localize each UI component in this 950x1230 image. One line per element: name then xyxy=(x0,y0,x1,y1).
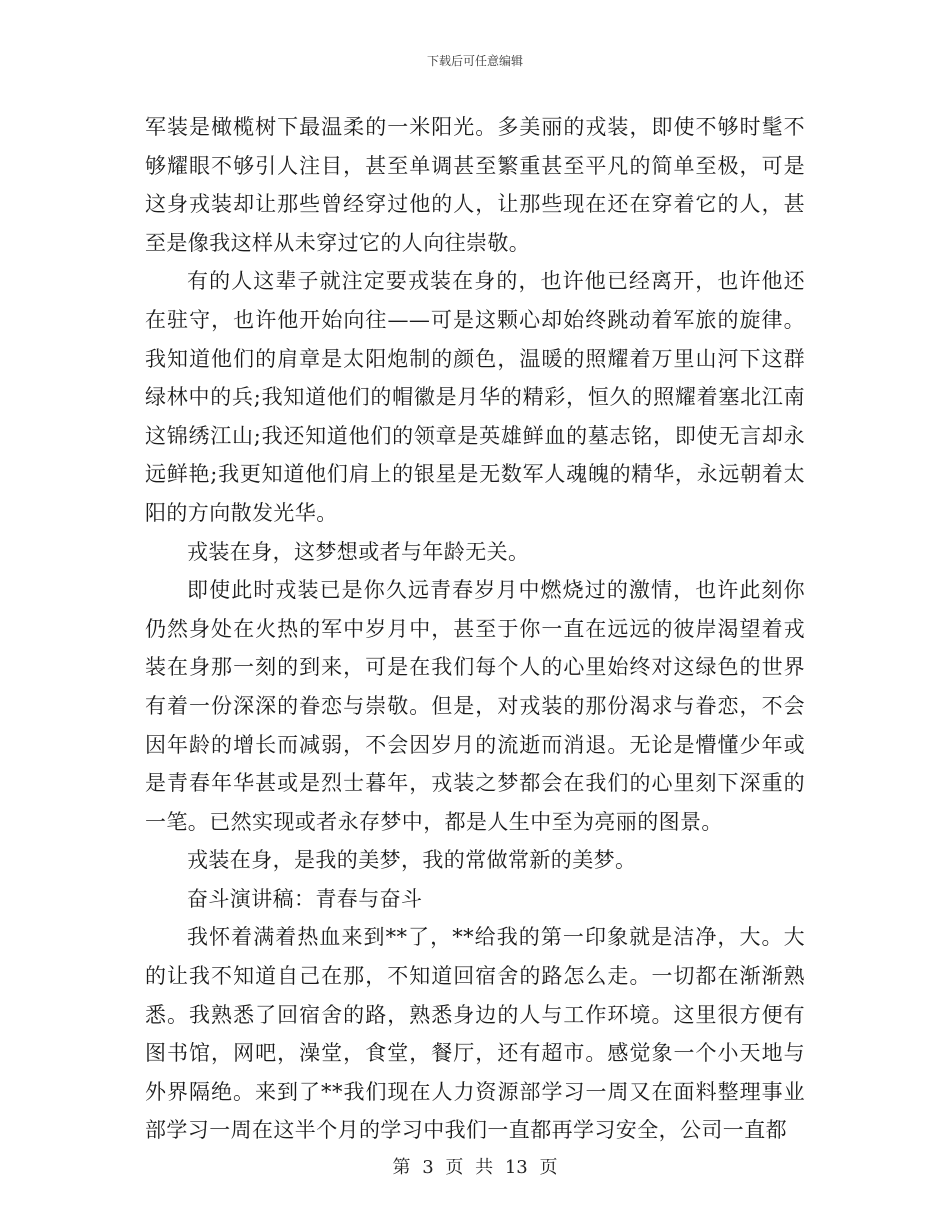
paragraph-3: 戎装在身，这梦想或者与年龄无关。 xyxy=(187,539,530,564)
document-body xyxy=(145,108,805,1150)
paragraph-5: 戎装在身，是我的美梦，我的常做常新的美梦。 xyxy=(187,848,637,873)
paragraph-4: 即使此时戎装已是你久远青春岁月中燃烧过的激情，也许此刻你仍然身处在火热的军中岁月中，甚至于你一直在远远的彼岸渴望着戎装在身那一刻的到来，可是在我们每个人的心里始终对这绿色的世界有着一份深深的眷恋与崇敬。但是，对戎装的那份渴求与眷恋，不会因年龄的增长而减弱，不会因岁月的流逝而消退。无论是懵懂少年或是青春年华甚或是烈士暮年，戎装之梦都会在我们的心里刻下深重的一笔。已然实现或者永存梦中，都是人生中至为亮丽的图景。 xyxy=(145,578,805,834)
paragraph-6: 我怀着满着热血来到**了，**给我的第一印象就是洁净，大。大的让我不知道自己在那，不知道回宿舍的路怎么走。一切都在渐渐熟悉。我熟悉了回宿舍的路，熟悉身边的人与工作环境。这里很方便有图书馆，网吧，澡堂，食堂，餐厅，还有超市。感觉象一个小天地与外界隔绝。来到了**我们现在人力资源部学习一周又在面料整理事业部学习一周在这半个月的学习中我们一直都再学习安全，公司一直都 xyxy=(145,925,805,1143)
section-title: 奋斗演讲稿：青春与奋斗 xyxy=(187,886,423,911)
paragraph-1: 军装是橄榄树下最温柔的一米阳光。多美丽的戎装，即使不够时髦不够耀眼不够引人注目，甚至单调甚至繁重甚至平凡的简单至极，可是这身戎装却让那些曾经穿过他的人，让那些现在还在穿着它的人，甚至是像我这样从未穿过它的人向往崇敬。 xyxy=(145,115,805,255)
paragraph-2: 有的人这辈子就注定要戎装在身的，也许他已经离开，也许他还在驻守，也许他开始向往——可是这颗心却始终跳动着军旅的旋律。我知道他们的肩章是太阳炮制的颜色，温暖的照耀着万里山河下这群绿林中的兵;我知道他们的帽徽是月华的精彩，恒久的照耀着塞北江南这锦绣江山;我还知道他们的领章是英雄鲜血的墓志铭，即使无言却永远鲜艳;我更知道他们肩上的银星是无数军人魂魄的精华，永远朝着太阳的方向散发光华。 xyxy=(145,269,805,525)
page-header: 下载后可任意编辑 xyxy=(426,54,523,68)
page-footer: 第 3 页 共 13 页 xyxy=(392,1157,558,1178)
